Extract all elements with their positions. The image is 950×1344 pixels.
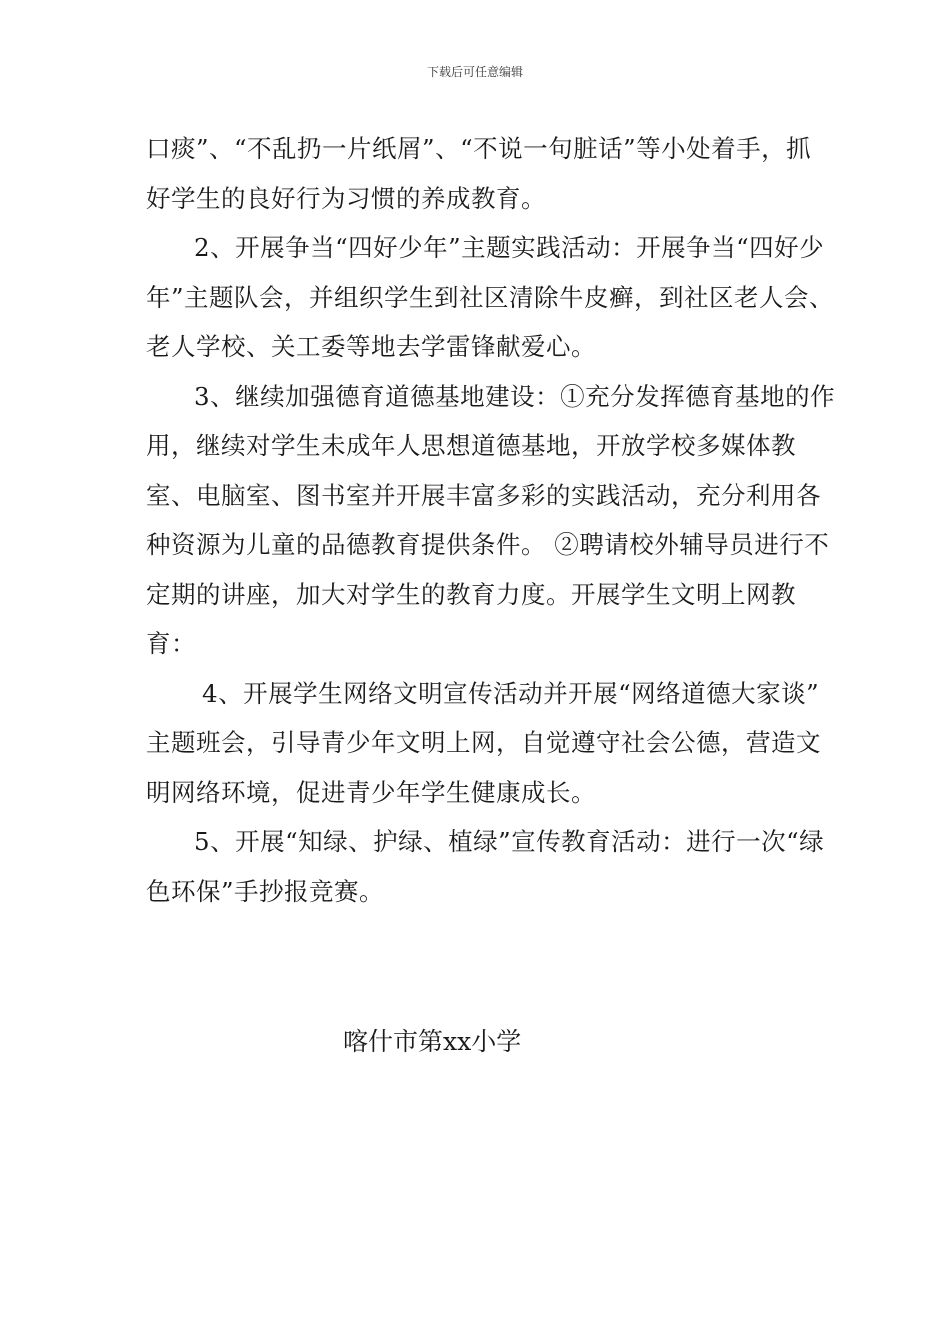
school-signature: 喀什市第xx小学: [343, 1027, 522, 1056]
paragraph-item-4: 4、开展学生网络文明宣传活动并开展“网络道德大家谈” 主题班会，引导青少年文明上网，自觉遵守社会公德，营造文明网络环境，促进青少年学生健康成长。: [146, 678, 821, 807]
document-body: [146, 124, 836, 916]
page-header-note: 下载后可任意编辑: [426, 65, 523, 79]
paragraph-continuation: 口痰”、“不乱扔一片纸屑”、“不说一句脏话”等小处着手，抓好学生的良好行为习惯的养成教育。: [146, 134, 812, 213]
paragraph-item-3: 3、继续加强德育道德基地建设：①充分发挥德育基地的作用，继续对学生未成年人思想道德基地，开放学校多媒体教室、电脑室、图书室并开展丰富多彩的实践活动，充分利用各种资源为儿童的品德教育提供条件。 ②聘请校外辅导员进行不定期的讲座，加大对学生的教育力度。开展学生文明上网教育：: [146, 381, 836, 658]
paragraph-item-5: 5、开展“知绿、护绿、植绿”宣传教育活动：进行一次“绿色环保”手抄报竞赛。: [146, 827, 825, 906]
paragraph-item-2: 2、开展争当“四好少年”主题实践活动：开展争当“四好少年”主题队会，并组织学生到社区清除牛皮癣，到社区老人会、老人学校、关工委等地去学雷锋献爱心。: [146, 233, 835, 361]
